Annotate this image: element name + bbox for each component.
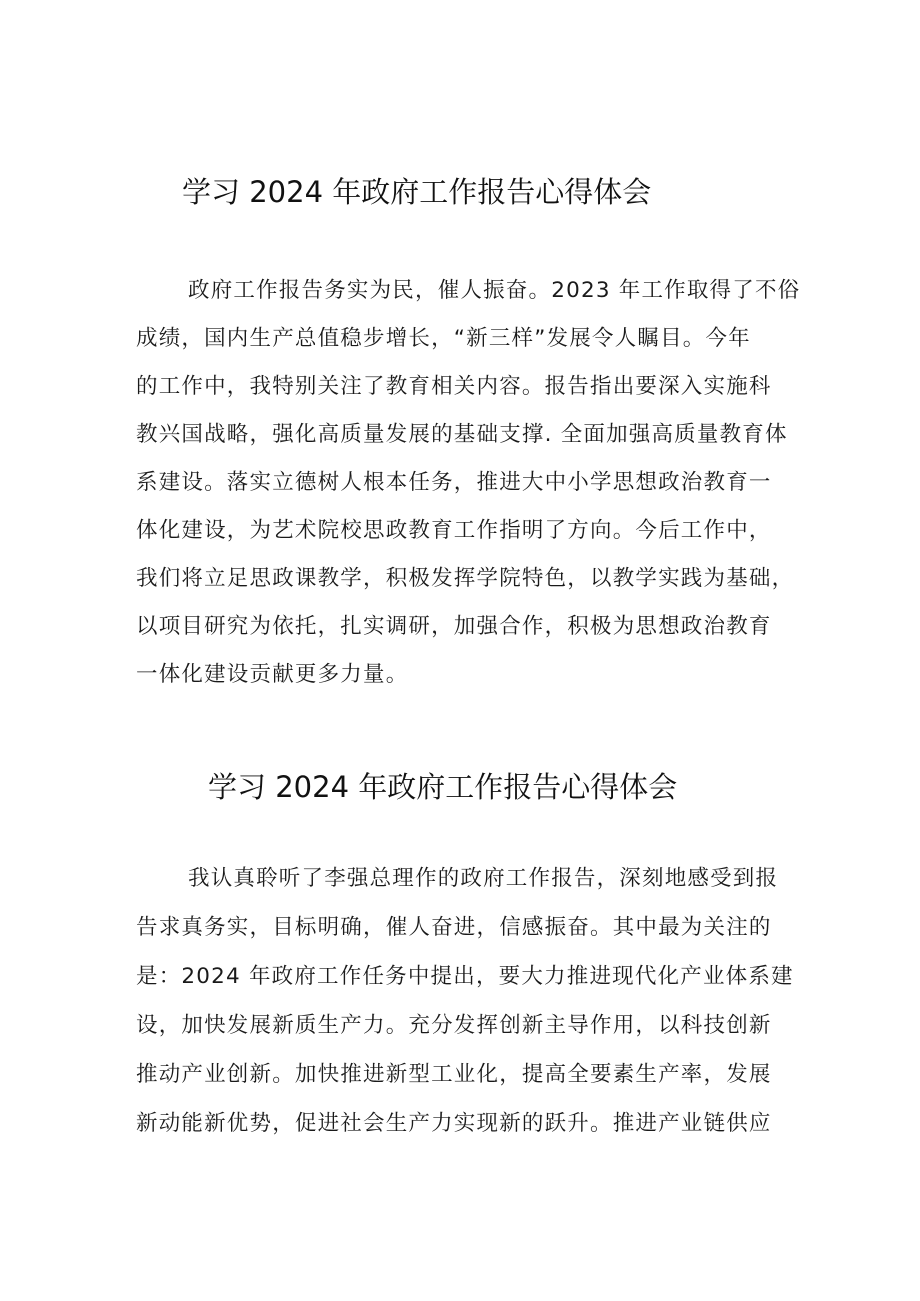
paragraph-line: 设，加快发展新质生产力。充分发挥创新主导作用，以科技创新	[136, 1013, 772, 1038]
paragraph-line: 以项目研究为依托，扎实调研，加强合作，积极为思想政治教育	[136, 614, 772, 639]
paragraph-line: 新动能新优势，促进社会生产力实现新的跃升。推进产业链供应	[136, 1111, 772, 1136]
paragraph-line: 我认真聆听了李强总理作的政府工作报告，深刻地感受到报	[188, 866, 779, 891]
paragraph-line: 我们将立足思政课教学，积极发挥学院特色，以教学实践为基础，	[136, 566, 795, 591]
section-2-title: 学习 2024 年政府工作报告心得体会	[208, 770, 678, 804]
paragraph-line: 系建设。落实立德树人根本任务，推进大中小学思想政治教育一	[136, 470, 772, 495]
paragraph-line: 的工作中，我特别关注了教育相关内容。报告指出要深入实施科	[136, 374, 772, 399]
paragraph-line: 成绩，国内生产总值稳步增长，“新三样”发展令人瞩目。今年	[136, 326, 751, 351]
section-1-title: 学习 2024 年政府工作报告心得体会	[182, 175, 652, 209]
paragraph-line: 政府工作报告务实为民，催人振奋。2023 年工作取得了不俗	[188, 278, 801, 303]
paragraph-line: 告求真务实，目标明确，催人奋进，信感振奋。其中最为关注的	[136, 915, 772, 940]
paragraph-line: 一体化建设贡献更多力量。	[136, 662, 409, 687]
paragraph-line: 是：2024 年政府工作任务中提出，要大力推进现代化产业体系建	[136, 964, 794, 989]
paragraph-line: 教兴国战略，强化高质量发展的基础支撑. 全面加强高质量教育体	[136, 422, 788, 447]
paragraph-line: 体化建设，为艺术院校思政教育工作指明了方向。今后工作中，	[136, 518, 772, 543]
paragraph-line: 推动产业创新。加快推进新型工业化，提高全要素生产率，发展	[136, 1062, 772, 1087]
